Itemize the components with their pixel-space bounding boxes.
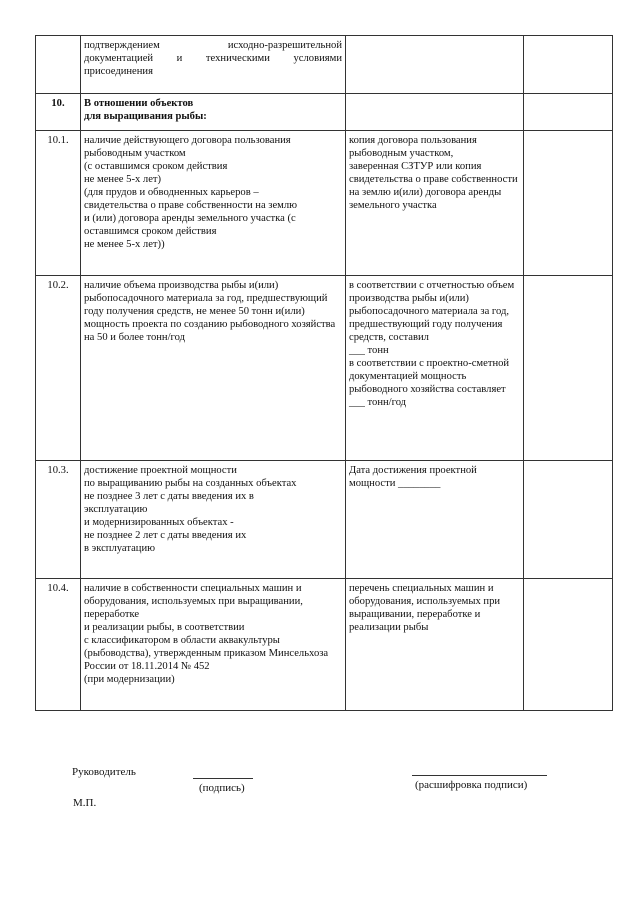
table-row bbox=[36, 36, 613, 94]
stamp-place: М.П. bbox=[73, 797, 97, 809]
signature-line bbox=[193, 778, 253, 779]
name-decode-line bbox=[412, 775, 547, 776]
row-number: 10. bbox=[36, 94, 81, 131]
criterion-cell: наличие действующего договора пользования рыбоводным участком (с оставшимся сроком действия не менее 5-х лет) (для прудов и обводненных карьеров – свидетельства о праве собственности на землю и (или) договора аренды земельного участка (с оставшимся сроком действия не менее 5-х лет)) bbox=[81, 131, 346, 276]
documents-cell bbox=[346, 94, 524, 131]
table-row bbox=[36, 94, 613, 131]
criteria-table bbox=[35, 35, 613, 711]
documents-cell: перечень специальных машин и оборудования, используемых при выращивании, переработке и реализации рыбы bbox=[346, 579, 524, 711]
criterion-cell: подтверждением исходно-разрешительной документацией и техническими условиями присоединения bbox=[81, 36, 346, 94]
table-row bbox=[36, 461, 613, 579]
extra-cell bbox=[524, 94, 613, 131]
table-row bbox=[36, 579, 613, 711]
extra-cell bbox=[524, 579, 613, 711]
extra-cell bbox=[524, 276, 613, 461]
row-number: 10.1. bbox=[36, 131, 81, 276]
criterion-cell: наличие объема производства рыбы и(или) рыбопосадочного материала за год, предшествующий году получения средств, не менее 50 тонн и(или) мощность проекта по созданию рыбоводного хозяйства на 50 и более тонн/год bbox=[81, 276, 346, 461]
row-number: 10.2. bbox=[36, 276, 81, 461]
extra-cell bbox=[524, 461, 613, 579]
documents-cell: в соответствии с отчетностью объем производства рыбы и(или) рыбопосадочного материала за год, предшествующий году получения средств, составил ___ тонн в соответствии с проектно-сметной документацией мощность рыбоводного хозяйства составляет ___ тонн/год bbox=[346, 276, 524, 461]
name-decode-caption: (расшифровка подписи) bbox=[415, 779, 528, 791]
row-number: 10.4. bbox=[36, 579, 81, 711]
section-heading: В отношении объектов для выращивания рыбы: bbox=[81, 94, 346, 131]
extra-cell bbox=[524, 131, 613, 276]
signature-caption: (подпись) bbox=[199, 782, 245, 794]
criterion-cell: достижение проектной мощности по выращиванию рыбы на созданных объектах не позднее 3 лет с даты введения их в эксплуатацию и модернизированных объектах - не позднее 2 лет с даты введения их в эксплуатацию bbox=[81, 461, 346, 579]
head-label: Руководитель bbox=[72, 766, 136, 778]
extra-cell bbox=[524, 36, 613, 94]
criterion-cell: наличие в собственности специальных машин и оборудования, используемых при выращивании, переработке и реализации рыбы, в соответствии с классификатором в области аквакультуры (рыбоводства), утвержденным приказом Минсельхоза России от 18.11.2014 № 452 (при модернизации) bbox=[81, 579, 346, 711]
documents-cell: Дата достижения проектной мощности ________ bbox=[346, 461, 524, 579]
table-row bbox=[36, 131, 613, 276]
row-number bbox=[36, 36, 81, 94]
documents-cell bbox=[346, 36, 524, 94]
table-row bbox=[36, 276, 613, 461]
documents-cell: копия договора пользования рыбоводным участком, заверенная СЗТУР или копия свидетельства о праве собственности на землю и(или) договора аренды земельного участка bbox=[346, 131, 524, 276]
row-number: 10.3. bbox=[36, 461, 81, 579]
